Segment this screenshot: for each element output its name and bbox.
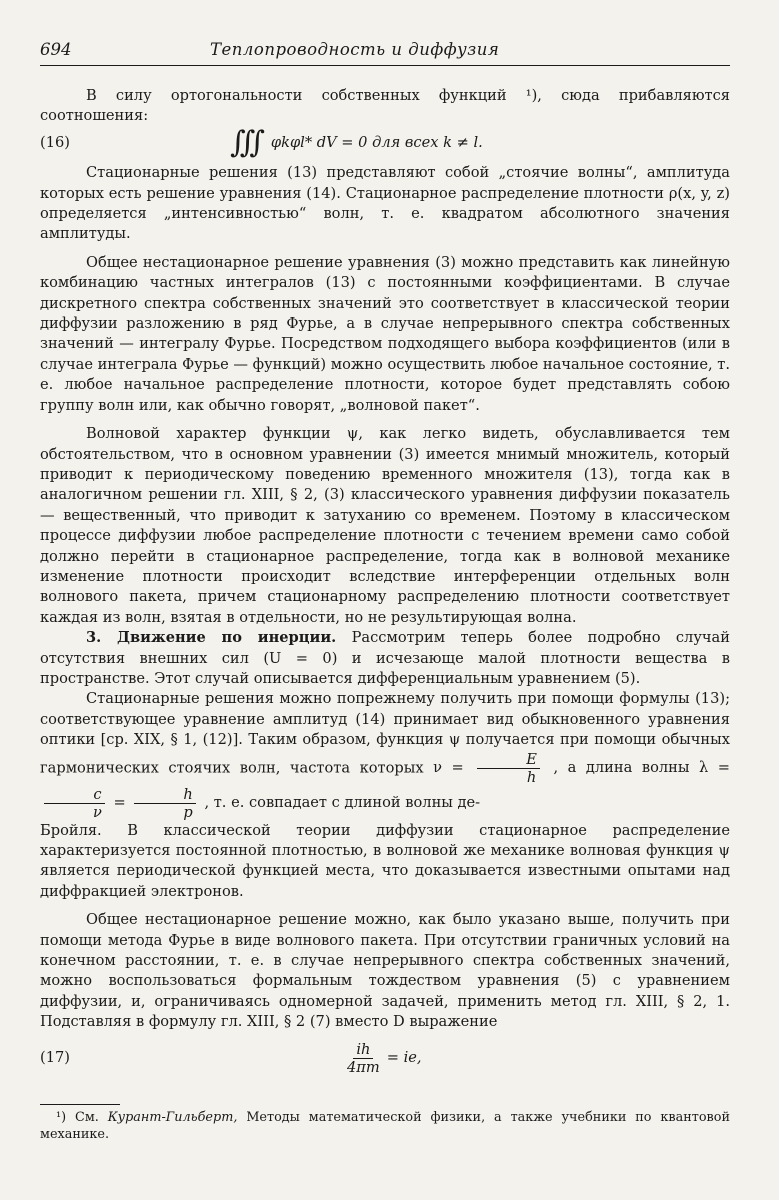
formula-tail-text: , т. е. совпадает с длиной волны де- <box>204 794 481 812</box>
nu-symbol: ν = <box>433 759 464 777</box>
fraction-c-nu <box>44 786 105 821</box>
denominator: p <box>183 803 193 821</box>
paragraph-3: Общее нестационарное решение уравнения (3) можно представить как линейную комбинацию частных интегралов (13) с постоянными коэффициентами. В случае дискретного спектра собственных значений это соответствует в классической теории диффузии разложению в ряд Фурье, а в случае непрерывного спектра собственных значений — интегралу Фурье. Посредством подходящего выбора коэффициентов (или в случае интеграла Фурье — функций) можно осуществить любое начальное состояние, т. е. любое начальное распределение плотности, которое будет представлять собою группу волн или, как обычно говорят, „волновой пакет“. <box>40 253 730 414</box>
denominator: 4πm <box>347 1058 380 1076</box>
paragraph-1: В силу ортогональности собственных функций ¹), сюда прибавляются соотношения: <box>40 87 730 125</box>
paragraph-7: Общее нестационарное решение можно, как было указано выше, получить при помощи метода Фурье в виде волнового пакета. При отсутствии граничных условий на конечном расстоянии, т. е. в случае непрерывного спектра собственных значений, можно воспользоваться формальным тождеством уравнения (5) с уравнением диффузии, и, ограничиваясь одномерной задачей, применить метод гл. XIII, § 2, 1. Подставляя в формулу гл. XIII, § 2 (7) вместо D выражение <box>40 911 730 1031</box>
denominator: h <box>526 768 537 786</box>
triple-integral-symbol: ∫∫∫ <box>230 124 259 160</box>
page-number: 694 <box>40 40 72 59</box>
footnote-author: Курант-Гильберт, <box>107 1109 238 1125</box>
equation-number: (16) <box>40 133 70 151</box>
fraction-E-h <box>477 751 540 786</box>
equation-number: (17) <box>40 1048 70 1066</box>
paragraph-6 <box>40 689 730 820</box>
wavelength-text: , а длина волны λ = <box>553 759 731 777</box>
equation-17 <box>40 1041 730 1076</box>
equals-sign: = <box>113 794 126 812</box>
equation-rhs: = ie, <box>386 1048 422 1066</box>
paragraph-4: Волновой характер функции ψ, как легко видеть, обуславливается тем обстоятельством, что в основном уравнении (3) имеется мнимый множитель, который приводит к периодическому поведению временного множителя (13), тогда как в аналогичном решении гл. XIII, § 2, (3) классического уравнения диффузии показатель — вещественный, что приводит к затуханию со временем. Поэтому в классическом процессе диффузии любое распределение плотности с течением времени само собой должно перейти в стационарное распределение, тогда как в волновой механике изменение плотности происходит вследствие интерференции отдельных волн волнового пакета, причем стационарному распределению плотности соответствует каждая из волн, взятая в отдельности, но не результирующая волна. <box>40 425 730 626</box>
fraction-h-p <box>134 786 195 821</box>
section-heading: 3. Движение по инерции. <box>86 629 337 647</box>
article-body <box>40 86 730 1143</box>
numerator: ih <box>353 1041 373 1059</box>
footnote-text: Методы математической физики, а также учебники по квантовой механике. <box>40 1109 730 1142</box>
page-header <box>40 40 730 66</box>
paragraph-6-continuation: Бройля. В классической теории диффузии стационарное распределение характеризуется постоянной плотностью, в волновой же механике волновая функция ψ является периодической функцией места, что доказывается известными опытами над диффракцией электронов. <box>40 821 730 900</box>
paragraph-2: Стационарные решения (13) представляют собой „стоячие волны“, амплитуда которых есть решение уравнения (14). Стационарное распределение плотности ρ(x, y, z) определяется „интенсивностью“ волн, т. е. квадратом абсолютного значения амплитуды. <box>40 164 730 243</box>
page <box>40 40 730 1143</box>
footnote <box>40 1109 730 1143</box>
footnote-mark: ¹) См. <box>56 1109 99 1125</box>
numerator: E <box>477 751 540 769</box>
footnote-rule <box>40 1104 120 1105</box>
equation-16 <box>40 124 730 160</box>
numerator: c <box>44 786 104 804</box>
equation-body: φkφl* dV = 0 для всех k ≠ l. <box>270 133 483 151</box>
running-title: Теплопроводность и диффузия <box>210 40 500 59</box>
denominator: ν <box>93 803 102 821</box>
section-text: Рассмотрим теперь более подробно случай отсутствия внешних сил (U = 0) и исчезающе малой плотности вещества в пространстве. Этот случай описывается дифференциальным уравнением (5). <box>40 629 730 687</box>
paragraph-6-text: Стационарные решения можно попрежнему получить при помощи формулы (13); соответствующее уравнение амплитуд (14) принимает вид обыкновенного уравнения оптики [ср. XIX, § 1, (12)]. Таким образом, функция ψ получается при помощи обычных гармонических стоячих волн, частота которых <box>40 690 730 777</box>
numerator: h <box>134 786 195 804</box>
section-3-paragraph <box>40 628 730 689</box>
fraction-ih-4pim <box>344 1041 383 1076</box>
